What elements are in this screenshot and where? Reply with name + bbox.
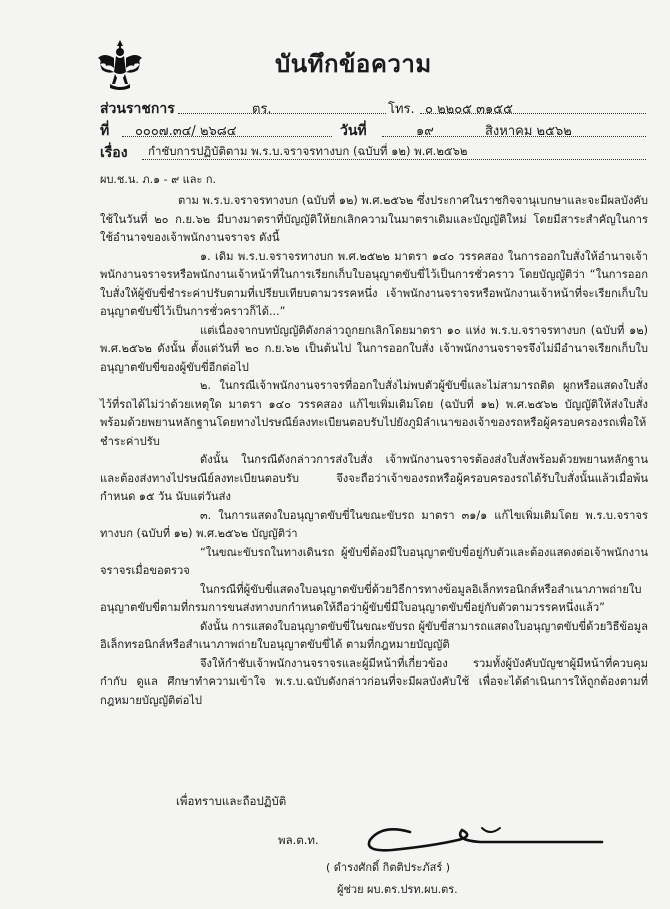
memo-reference: ผบ.ช.น. ภ.๑ - ๙ และ ก. — [100, 173, 217, 186]
date-month-year: สิงหาคม ๒๕๖๒ — [485, 124, 572, 139]
phone-value: ๐ ๒๒๐๕ ๓๑๕๕ — [425, 102, 513, 117]
paragraph-quote-1: “ในขณะขับรถในทางเดินรถ ผู้ขับขี่ต้องมีใบอนุญาตขับขี่อยู่กับตัวและต้องแสดงต่อเจ้าพนักงานจราจรเมื่อขอตรวจ — [100, 545, 648, 577]
signer-name: ( ดำรงศักดิ์ กิตติประภัสร์ ) — [326, 861, 451, 874]
closing-line: เพื่อทราบและถือปฏิบัติ — [176, 794, 287, 808]
paragraph-intro: ตาม พ.ร.บ.จราจรทางบก (ฉบับที่ ๑๒) พ.ศ.๒๕๖๒ ซึ่งประกาศในราชกิจจานุเบกษาและจะมีผลบังคับใช้ในวันที่ ๒๐ ก.ย.๖๒ มีบางมาตราที่บัญญัติให้ยกเลิกความในมาตราเดิมและบัญญัติใหม่ โดยมีสาระสำคัญในการใช้อำนาจของเจ้าพนักงานจราจร ดังนี้ — [100, 194, 648, 244]
agency-label: ส่วนราชการ — [100, 101, 175, 117]
agency-dotline — [178, 113, 386, 114]
agency-value: ตร. — [252, 102, 272, 117]
paragraph-point-3-followup: ดังนั้น การแสดงใบอนุญาตขับขี่ในขณะขับรถ ผู้ขับขี่สามารถแสดงใบอนุญาตขับขี่ด้วยวิธีข้อมูลอิเล็กทรอนิกส์หรือสำเนาภาพถ่ายใบอนุญาตขับขี่ได้ ตามที่กฎหมายบัญญัติ — [100, 619, 648, 651]
memo-body — [100, 192, 648, 710]
paragraph-point-3: ๓. ในการแสดงใบอนุญาตขับขี่ในขณะขับรถ มาตรา ๓๑/๑ แก้ไขเพิ่มเติมโดย พ.ร.บ.จราจรทางบก (ฉบับที่ ๑๒) พ.ศ.๒๕๖๒ บัญญัติว่า — [100, 508, 648, 540]
paragraph-point-2: ๒. ในกรณีเจ้าพนักงานจราจรที่ออกใบสั่งไม่พบตัวผู้ขับขี่และไม่สามารถติด ผูกหรือแสดงใบสั่งไว้ที่รถได้ไม่ว่าด้วยเหตุใด มาตรา ๑๔๐ วรรคสอง แก้ไขเพิ่มเติมโดย (ฉบับที่ ๑๒) พ.ศ.๒๕๖๒ บัญญัติให้ส่งใบสั่งพร้อมด้วยพยานหลักฐานโดยทางไปรษณีย์ลงทะเบียนตอบรับไปยังภูมิลำเนาของเจ้าของรถหรือผู้ครอบครองรถเพื่อให้ชำระค่าปรับ — [100, 379, 648, 448]
handwritten-signature — [362, 810, 612, 860]
paragraph-point-1: ๑. เดิม พ.ร.บ.จราจรทางบก พ.ศ.๒๕๒๒ มาตรา ๑๔๐ วรรคสอง ในการออกใบสั่งให้อำนาจเจ้าพนักงานจราจรหรือพนักงานเจ้าหน้าที่ในการเรียกเก็บใบอนุญาตขับขี่ไว้เป็นการชั่วคราว โดยบัญญัติว่า “ในการออกใบสั่งให้ผู้ขับขี่ชำระค่าปรับตามที่เปรียบเทียบตามวรรคหนึ่ง เจ้าพนักงานจราจรหรือพนักงานเจ้าหน้าที่จะเรียกเก็บใบอนุญาตขับขี่ไว้เป็นการชั่วคราวก็ได้...” — [100, 249, 648, 318]
subject-label: เรื่อง — [100, 145, 128, 161]
date-day: ๑๙ — [416, 124, 434, 139]
number-label: ที่ — [100, 123, 110, 139]
signer-position: ผู้ช่วย ผบ.ตร.ปรท.ผบ.ตร. — [337, 883, 458, 896]
garuda-emblem-icon — [96, 38, 144, 94]
paragraph-point-2-followup: ดังนั้น ในกรณีดังกล่าวการส่งใบสั่ง เจ้าพนักงานจราจรต้องส่งใบสั่งพร้อมด้วยพยานหลักฐาน และต้องส่งทางไปรษณีย์ลงทะเบียนตอบรับ จึงจะถือว่าเจ้าของรถหรือผู้ครอบครองรถได้รับใบสั่งนั้นแล้วเมื่อพ้นกำหนด ๑๕ วัน นับแต่วันส่ง — [100, 453, 648, 503]
signer-rank: พล.ต.ท. — [278, 833, 319, 847]
memo-title: บันทึกข้อความ — [275, 50, 432, 78]
phone-label: โทร. — [388, 102, 415, 117]
date-label: วันที่ — [340, 123, 367, 139]
paragraph-point-1-followup: แต่เนื่องจากบทบัญญัติดังกล่าวถูกยกเลิกโดยมาตรา ๑๐ แห่ง พ.ร.บ.จราจรทางบก (ฉบับที่ ๑๒) พ.ศ.๒๕๖๒ ดังนั้น ตั้งแต่วันที่ ๒๐ ก.ย.๖๒ เป็นต้นไป ในการออกใบสั่ง เจ้าพนักงานจราจรจึงไม่มีอำนาจเรียกเก็บใบอนุญาตขับขี่ของผู้ขับขี่อีกต่อไป — [100, 323, 648, 374]
subject-value: กำชับการปฏิบัติตาม พ.ร.บ.จราจรทางบก (ฉบับที่ ๑๒) พ.ศ.๒๕๖๒ — [148, 144, 468, 158]
paragraph-quote-2: ในกรณีที่ผู้ขับขี่แสดงใบอนุญาตขับขี่ด้วยวิธีการทางข้อมูลอิเล็กทรอนิกส์หรือสำเนาภาพถ่ายใบอนุญาตขับขี่ตามที่กรมการขนส่งทางบกกำหนดให้ถือว่าผู้ขับขี่มีใบอนุญาตขับขี่อยู่กับตัวตามวรรคหนึ่งแล้ว” — [100, 582, 642, 614]
number-value: ๐๐๐๗.๓๔/ ๒๖๘๔ — [135, 124, 237, 139]
paragraph-directive: จึงให้กำชับเจ้าพนักงานจราจรและผู้มีหน้าที่เกี่ยวข้อง รวมทั้งผู้บังคับบัญชาผู้มีหน้าที่ควบคุม กำกับ ดูแล ศึกษาทำความเข้าใจ พ.ร.บ.ฉบับดังกล่าวก่อนที่จะมีผลบังคับใช้ เพื่อจะได้ดำเนินการให้ถูกต้องตามที่กฎหมายบัญญัติต่อไป — [100, 656, 648, 707]
